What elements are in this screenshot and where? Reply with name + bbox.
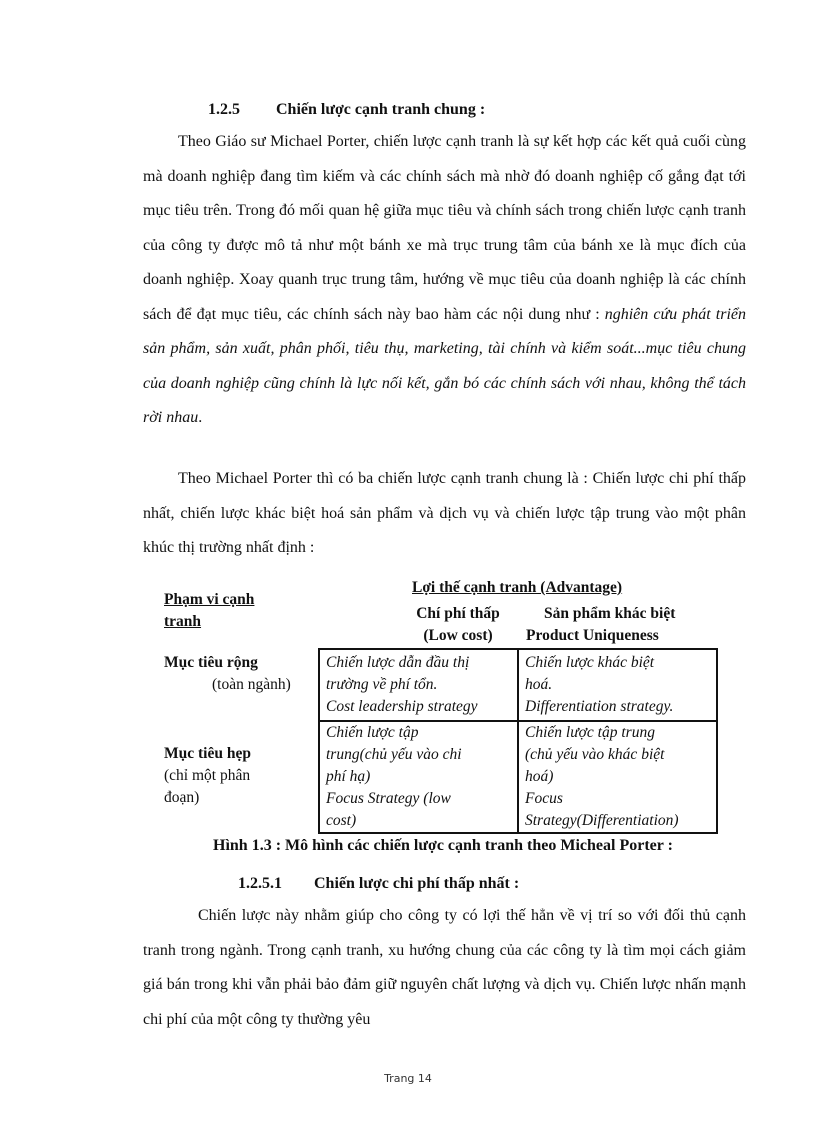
subsection-title: Chiến lược chi phí thấp nhất : [314,875,520,892]
intro-text: Theo Giáo sư Michael Porter, chiến lược cạnh tranh là sự kết hợp các kết quả cuối cùng mà doanh nghiệp đang tìm kiếm và các chính sách mà nhờ đó doanh nghiệp cố gắng đạt tới mục tiêu trên. Trong đó mối quan hệ giữa mục tiêu và chính sách trong chiến lược cạnh tranh của công ty được mô tả như một bánh xe mà trục trung tâm của bánh xe là mục đích của doanh nghiệp. Xoay quanh trục trung tâm, hướng về mục tiêu của doanh nghiệp là các chính sách để đạt mục tiêu, các chính sách này bao hàm các nội dung như : [143,133,746,323]
intro-italic-text: nghiên cứu phát triển sản phẩm, sản xuất, phân phối, tiêu thụ, marketing, tài chính và kiểm soát...mục tiêu chung của doanh nghiệp cũng chính là lực nối kết, gắn bó các chính sách với nhau, không thể tách rời nhau [143,305,747,426]
subsection-number: 1.2.5.1 [238,875,282,892]
low-cost-paragraph [143,899,746,1037]
figure-caption: Hình 1.3 : Mô hình các chiến lược cạnh tranh theo Micheal Porter : [213,837,673,854]
advantage-header: Lợi thế cạnh tranh (Advantage) [412,579,623,596]
section-number: 1.2.5 [208,101,240,118]
strategies-text: Theo Michael Porter thì có ba chiến lược cạnh tranh chung là : Chiến lược chi phí thấp nhất, chiến lược khác biệt hoá sản phẩm và dịch vụ và chiến lược tập trung vào một phân khúc thị trường nhất định : [143,470,746,556]
row-broad-target: Mục tiêu rộng (toàn ngành) [164,654,291,693]
low-cost-text: Chiến lược này nhằm giúp cho công ty có lợi thế hẳn về vị trí so với đối thủ cạnh tranh trong ngành. Trong cạnh tranh, xu hướng chung của các công ty là tìm mọi cách giảm giá bán trong khi vẫn phải bảo đảm giữ nguyên chất lượng và dịch vụ. Chiến lược nhấn mạnh chi phí của một công ty thường yêu [143,907,746,1028]
intro-paragraph: Theo Giáo sư Michael Porter, chiến lược cạnh tranh là sự kết hợp các kết quả cuối cùng mà doanh nghiệp đang tìm kiếm và các chính sách mà nhờ đó doanh nghiệp cố gắng đạt tới mục tiêu trên. Trong đó mối quan hệ giữa mục tiêu và chính sách trong chiến lược cạnh tranh của công ty được mô tả như một bánh xe mà trục trung tâm của bánh xe là mục đích của doanh nghiệp. Xoay quanh trục trung tâm, hướng về mục tiêu của doanh nghiệp là các chính sách để đạt mục tiêu, các chính sách này bao hàm các nội dung như : nghiên cứu phát triển sản phẩm, sản xuất, phân phối, tiêu thụ, marketing, tài chính và kiểm soát...mục tiêu chung của doanh nghiệp cũng chính là lực nối kết, gắn bó các chính sách với nhau, không thể tách rời nhau. [143,133,747,426]
section-heading [208,100,485,120]
cell-cost-leadership: Chiến lược dẫn đầu thị trường về phí tổn. Cost leadership strategy [326,654,478,715]
cell-differentiation: Chiến lược khác biệt hoá. Differentiation strategy. [525,654,674,715]
section-title: Chiến lược cạnh tranh chung : [276,101,486,118]
porter-strategy-table [160,575,720,835]
scope-header: Phạm vi cạnh tranh [164,591,255,630]
cell-focus-low-cost: Chiến lược tập trung(chủ yếu vào chi phí hạ) Focus Strategy (low cost) [326,724,462,829]
strategies-paragraph [143,462,746,566]
cell-focus-differentiation: Chiến lược tập trung (chủ yếu vào khác biệt hoá) Focus Strategy(Differentiation) [525,724,679,829]
grid-divider-vertical [517,648,519,834]
low-cost-header: Chí phí thấp (Low cost) [416,605,500,644]
uniqueness-header: Sản phẩm khác biệt Product Uniqueness [526,605,676,644]
row-narrow-target: Mục tiêu hẹp (chỉ một phân đoạn) [164,745,251,806]
subsection-heading [238,874,519,894]
page-number: Trang 14 [384,1072,432,1085]
